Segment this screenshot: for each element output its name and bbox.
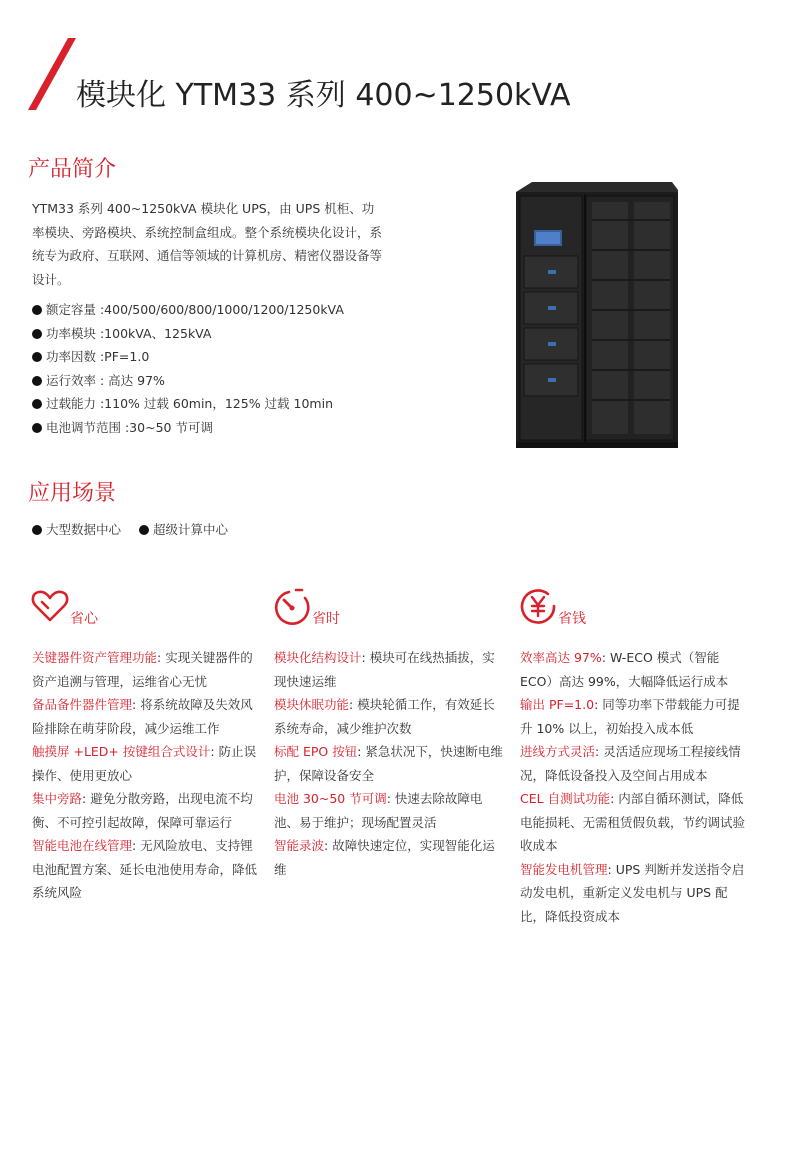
bullet-icon xyxy=(32,399,42,409)
section-title-scenes: 应用场景 xyxy=(28,481,117,506)
feature-save-worry xyxy=(30,586,265,900)
spec-item: 运行效率 : 高达 97% xyxy=(32,369,344,393)
bullet-icon xyxy=(32,525,42,535)
bullet-icon xyxy=(32,329,42,339)
spec-item: 功率因数 :PF=1.0 xyxy=(32,345,344,369)
scene-item: 大型数据中心 xyxy=(32,522,121,537)
heart-icon xyxy=(30,586,70,626)
page-title: 模块化 YTM33 系列 400~1250kVA xyxy=(76,78,571,113)
bullet-icon xyxy=(32,376,42,386)
feature-save-time xyxy=(272,586,507,877)
feature-head xyxy=(518,586,753,636)
spec-item: 电池调节范围 :30~50 节可调 xyxy=(32,416,344,440)
spec-item: 过载能力 :110% 过载 60min，125% 过载 10min xyxy=(32,392,344,416)
feature-label: 省钱 xyxy=(558,611,586,627)
spec-item: 功率模块 :100kVA、125kVA xyxy=(32,322,344,346)
bullet-icon xyxy=(32,423,42,433)
bullet-icon xyxy=(32,305,42,315)
feature-save-money xyxy=(518,586,753,924)
intro-description: YTM33 系列 400~1250kVA 模块化 UPS，由 UPS 机柜、功率模块、旁路模块、系统控制盒组成。整个系统模块化设计，系统专为政府、互联网、通信等领域的计算机房、精密仪器设备等设计。 xyxy=(32,201,383,287)
feature-body: 模块化结构设计: 模块可在线热插拔，实现快速运维 模块休眠功能: 模块轮循工作，有效延长系统寿命，减少维护次数 标配 EPO 按钮: 紧急状况下，快速断电维护，保障设备安全 电池 30~50 节可调: 快速去除故障电池、易于维护；现场配置灵活 智能录波: 故障快速定位，实现智能化运维 xyxy=(274,650,503,877)
spec-item: 额定容量 :400/500/600/800/1000/1200/1250kVA xyxy=(32,298,344,322)
spec-list xyxy=(32,298,344,439)
feature-head xyxy=(272,586,507,636)
yen-coin-icon xyxy=(518,586,558,626)
scene-list xyxy=(32,520,242,538)
stopwatch-icon xyxy=(272,586,312,626)
feature-label: 省时 xyxy=(312,611,340,627)
feature-body: 关键器件资产管理功能: 实现关键器件的资产追溯与管理，运维省心无忧 备品备件器件管理: 将系统故障及失效风险排除在萌芽阶段，减少运维工作 触摸屏 +LED+ 按键组合式设计: 防止误操作、使用更放心 集中旁路: 避免分散旁路，出现电流不均衡、不可控引起故障，保障可靠运行 智能电池在线管理: 无风险放电、支持锂电池配置方案、延长电池使用寿命，降低系统风险 xyxy=(32,650,258,900)
bullet-icon xyxy=(139,525,149,535)
ups-cabinet-image xyxy=(512,180,682,450)
scene-item: 超级计算中心 xyxy=(139,522,228,537)
section-title-intro: 产品简介 xyxy=(28,157,117,182)
feature-label: 省心 xyxy=(70,611,98,627)
feature-body: 效率高达 97%: W-ECO 模式（智能 ECO）高达 99%，大幅降低运行成本 输出 PF=1.0: 同等功率下带载能力可提升 10% 以上，初始投入成本低 进线方式灵活: 灵活适应现场工程接线情况，降低设备投入及空间占用成本 CEL 自测试功能: 内部自循环测试，降低电能损耗、无需租赁假负载，节约调试验收成本 智能发电机管理: UPS 判断并发送指令启动发电机，重新定义发电机与 UPS 配比，降低投资成本 xyxy=(520,650,746,924)
feature-head xyxy=(30,586,265,636)
bullet-icon xyxy=(32,352,42,362)
